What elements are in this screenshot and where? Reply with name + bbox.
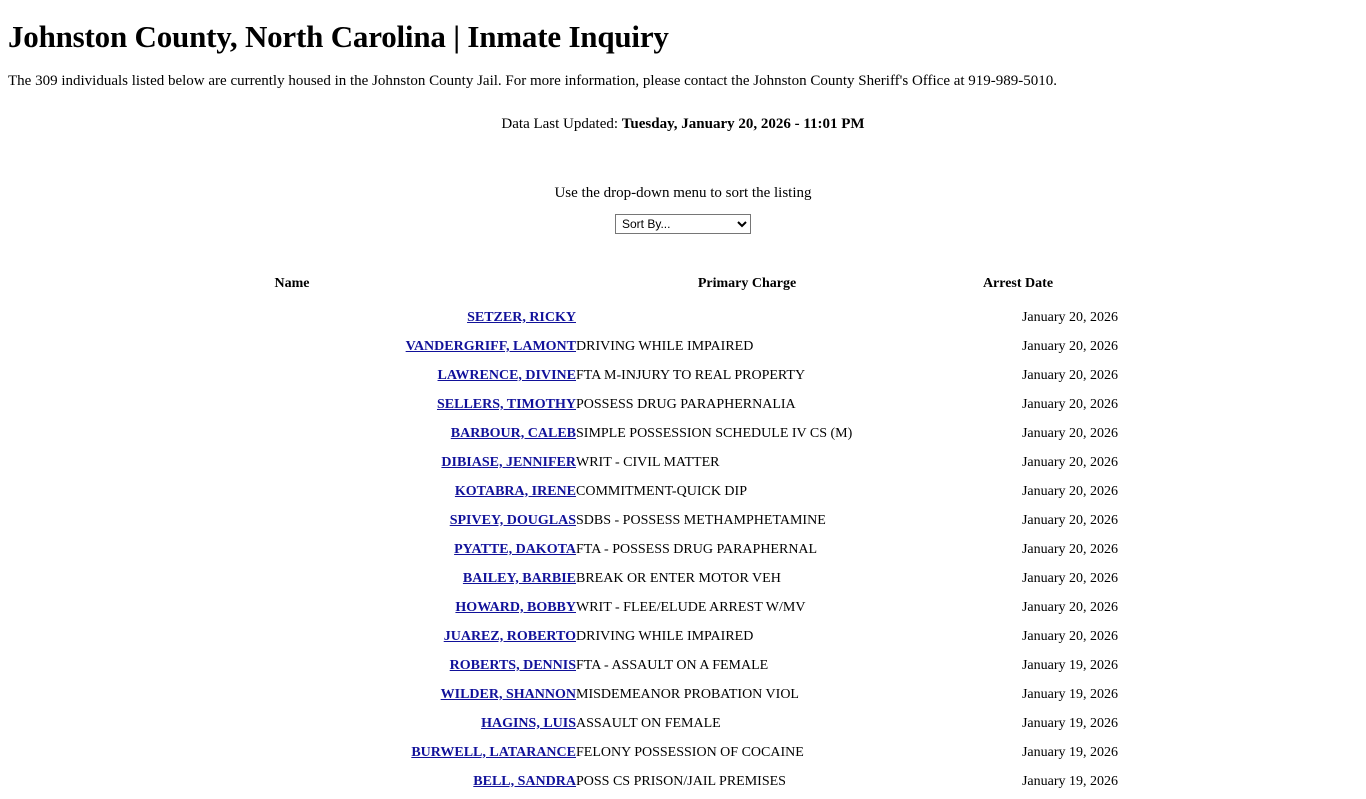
- table-row: [8, 538, 1366, 567]
- inmate-name-cell: [8, 741, 576, 770]
- inmate-name-cell: [8, 683, 576, 712]
- row-spacer-cell: [1118, 567, 1366, 596]
- table-row: [8, 393, 1366, 422]
- primary-charge-cell: DRIVING WHILE IMPAIRED: [576, 338, 754, 354]
- inmate-name-cell: [8, 538, 576, 567]
- table-row: [8, 364, 1366, 393]
- inmate-name-cell: [8, 509, 576, 538]
- column-header-charge: Primary Charge: [697, 275, 797, 291]
- primary-charge-cell: [576, 306, 918, 335]
- arrest-date-cell: January 19, 2026: [1021, 686, 1118, 702]
- inmate-name-cell: [8, 422, 576, 451]
- inmate-name-link[interactable]: BELL, SANDRA: [473, 773, 576, 789]
- inmate-name-link[interactable]: WILDER, SHANNON: [440, 686, 576, 702]
- last-updated-value: Tuesday, January 20, 2026 - 11:01 PM: [621, 115, 865, 132]
- inmate-name-link[interactable]: VANDERGRIFF, LAMONT: [405, 338, 576, 354]
- table-row: [8, 451, 1366, 480]
- arrest-date-cell: January 20, 2026: [1021, 512, 1118, 528]
- inmate-name-link[interactable]: SPIVEY, DOUGLAS: [449, 512, 576, 528]
- primary-charge-cell: FELONY POSSESSION OF COCAINE: [576, 744, 804, 760]
- row-spacer-cell: [1118, 306, 1366, 335]
- table-row: [8, 741, 1366, 770]
- inmate-name-cell: [8, 770, 576, 799]
- arrest-date-cell: January 20, 2026: [1021, 541, 1118, 557]
- row-spacer-cell: [1118, 509, 1366, 538]
- row-spacer-cell: [1118, 393, 1366, 422]
- inmate-name-link[interactable]: ROBERTS, DENNIS: [449, 657, 576, 673]
- table-row: [8, 306, 1366, 335]
- column-header-date: Arrest Date: [982, 275, 1054, 291]
- table-row: [8, 422, 1366, 451]
- inmate-name-cell: [8, 393, 576, 422]
- primary-charge-cell: FTA - ASSAULT ON A FEMALE: [576, 657, 769, 673]
- primary-charge-cell: MISDEMEANOR PROBATION VIOL: [576, 686, 799, 702]
- column-header-name: Name: [274, 275, 310, 291]
- row-spacer-cell: [1118, 770, 1366, 799]
- primary-charge-cell: BREAK OR ENTER MOTOR VEH: [576, 570, 781, 586]
- primary-charge-cell: WRIT - CIVIL MATTER: [576, 454, 720, 470]
- table-row: [8, 654, 1366, 683]
- inmate-name-link[interactable]: PYATTE, DAKOTA: [454, 541, 576, 557]
- inmate-name-link[interactable]: HOWARD, BOBBY: [455, 599, 576, 615]
- last-updated-label: Data Last Updated:: [501, 115, 619, 132]
- table-header: [8, 276, 1366, 306]
- table-header-row: [8, 276, 1366, 306]
- inmate-name-link[interactable]: BAILEY, BARBIE: [462, 570, 576, 586]
- inmate-table: [8, 276, 1366, 799]
- inmate-name-link[interactable]: KOTABRA, IRENE: [454, 483, 576, 499]
- inmate-name-cell: [8, 654, 576, 683]
- arrest-date-cell: January 19, 2026: [1021, 715, 1118, 731]
- inmate-name-link[interactable]: SELLERS, TIMOTHY: [436, 396, 576, 412]
- row-spacer-cell: [1118, 625, 1366, 654]
- sort-control-wrapper: [8, 214, 1358, 234]
- table-row: [8, 509, 1366, 538]
- sort-instructions: Use the drop-down menu to sort the listing: [554, 184, 812, 201]
- primary-charge-cell: SDBS - POSSESS METHAMPHETAMINE: [576, 512, 826, 528]
- arrest-date-cell: January 20, 2026: [1021, 425, 1118, 441]
- inmate-name-link[interactable]: LAWRENCE, DIVINE: [437, 367, 576, 383]
- primary-charge-cell: SIMPLE POSSESSION SCHEDULE IV CS (M): [576, 425, 853, 441]
- inmate-name-cell: [8, 596, 576, 625]
- table-row: [8, 683, 1366, 712]
- primary-charge-cell: FTA - POSSESS DRUG PARAPHERNAL: [576, 541, 818, 557]
- arrest-date-cell: January 19, 2026: [1021, 657, 1118, 673]
- row-spacer-cell: [1118, 596, 1366, 625]
- inmate-name-link[interactable]: BARBOUR, CALEB: [450, 425, 576, 441]
- arrest-date-cell: January 20, 2026: [1021, 570, 1118, 586]
- row-spacer-cell: [1118, 538, 1366, 567]
- table-body: [8, 306, 1366, 799]
- intro-text: The 309 individuals listed below are currently housed in the Johnston County Jail. For more information, please contact the Johnston County Sheriff's Office at 919-989-5010.: [8, 73, 1058, 90]
- table-row: [8, 770, 1366, 799]
- arrest-date-cell: January 20, 2026: [1021, 309, 1118, 325]
- table-row: [8, 567, 1366, 596]
- primary-charge-cell: ASSAULT ON FEMALE: [576, 715, 721, 731]
- inmate-name-cell: [8, 480, 576, 509]
- primary-charge-cell: DRIVING WHILE IMPAIRED: [576, 628, 754, 644]
- inmate-name-cell: [8, 451, 576, 480]
- inmate-name-link[interactable]: SETZER, RICKY: [467, 309, 576, 325]
- arrest-date-cell: January 19, 2026: [1021, 744, 1118, 760]
- primary-charge-cell: FTA M-INJURY TO REAL PROPERTY: [576, 367, 806, 383]
- inmate-name-link[interactable]: JUAREZ, ROBERTO: [443, 628, 576, 644]
- arrest-date-cell: January 20, 2026: [1021, 367, 1118, 383]
- table-row: [8, 625, 1366, 654]
- inmate-name-cell: [8, 712, 576, 741]
- arrest-date-cell: January 20, 2026: [1021, 483, 1118, 499]
- page-title: Johnston County, North Carolina | Inmate Inquiry: [8, 19, 669, 54]
- inmate-name-link[interactable]: BURWELL, LATARANCE: [411, 744, 576, 760]
- row-spacer-cell: [1118, 335, 1366, 364]
- inmate-name-cell: [8, 625, 576, 654]
- arrest-date-cell: January 20, 2026: [1021, 628, 1118, 644]
- row-spacer-cell: [1118, 712, 1366, 741]
- inmate-name-link[interactable]: HAGINS, LUIS: [481, 715, 576, 731]
- row-spacer-cell: [1118, 654, 1366, 683]
- inmate-name-cell: [8, 335, 576, 364]
- row-spacer-cell: [1118, 683, 1366, 712]
- inmate-name-cell: [8, 567, 576, 596]
- inmate-name-cell: [8, 364, 576, 393]
- primary-charge-cell: WRIT - FLEE/ELUDE ARREST W/MV: [576, 599, 806, 615]
- table-row: [8, 712, 1366, 741]
- row-spacer-cell: [1118, 364, 1366, 393]
- arrest-date-cell: January 20, 2026: [1021, 454, 1118, 470]
- inmate-name-cell: [8, 306, 576, 335]
- arrest-date-cell: January 20, 2026: [1021, 338, 1118, 354]
- row-spacer-cell: [1118, 741, 1366, 770]
- primary-charge-cell: POSS CS PRISON/JAIL PREMISES: [576, 773, 786, 789]
- sort-by-select[interactable]: [615, 214, 751, 234]
- table-row: [8, 480, 1366, 509]
- arrest-date-cell: January 19, 2026: [1021, 773, 1118, 789]
- row-spacer-cell: [1118, 480, 1366, 509]
- row-spacer-cell: [1118, 451, 1366, 480]
- last-updated-line: [8, 116, 1358, 133]
- inmate-name-link[interactable]: DIBIASE, JENNIFER: [441, 454, 576, 470]
- table-row: [8, 596, 1366, 625]
- row-spacer-cell: [1118, 422, 1366, 451]
- column-header-spacer: [1118, 276, 1366, 306]
- table-row: [8, 335, 1366, 364]
- primary-charge-cell: POSSESS DRUG PARAPHERNALIA: [576, 396, 796, 412]
- arrest-date-cell: January 20, 2026: [1021, 599, 1118, 615]
- primary-charge-cell: COMMITMENT-QUICK DIP: [576, 483, 747, 499]
- arrest-date-cell: January 20, 2026: [1021, 396, 1118, 412]
